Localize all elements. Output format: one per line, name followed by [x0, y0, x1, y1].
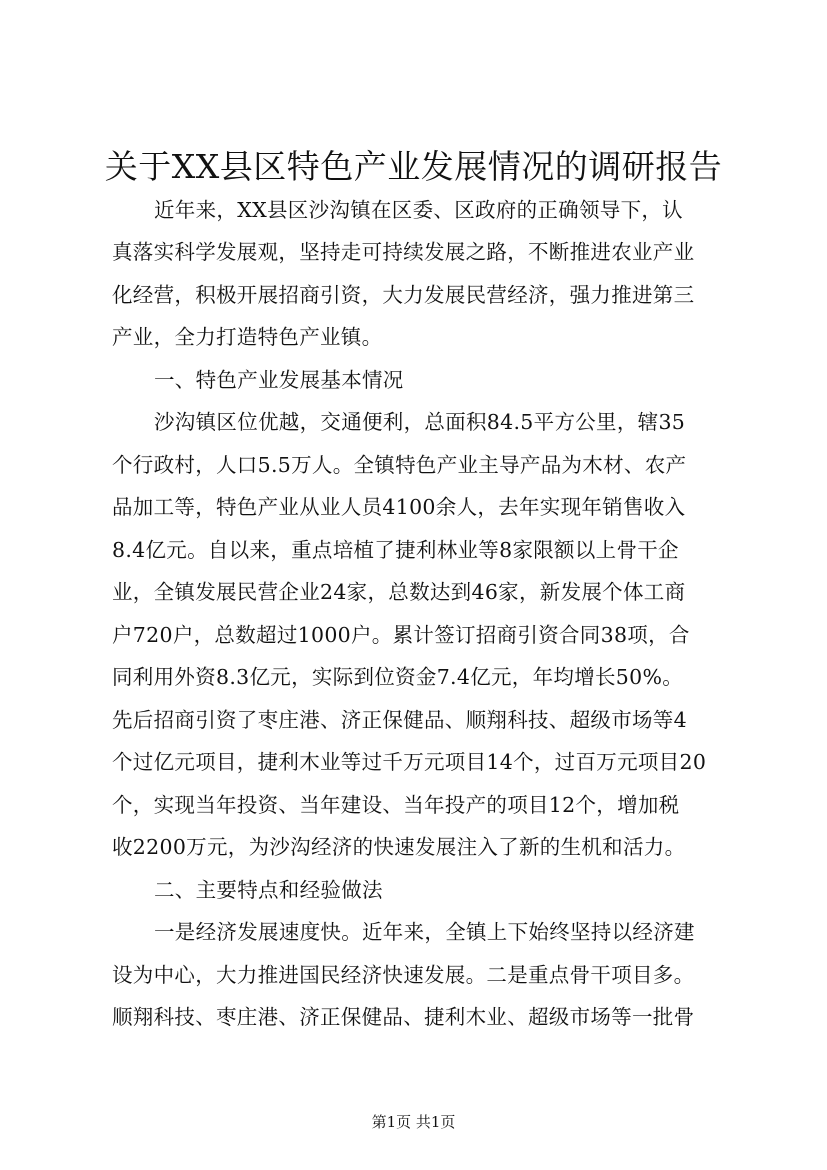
paragraph-line: 真落实科学发展观，坚持走可持续发展之路，不断推进农业产业 — [112, 240, 695, 264]
paragraph-line: 户720户，总数超过1000户。累计签订招商引资合同38项，合 — [112, 623, 690, 647]
document-title: 关于XX县区特色产业发展情况的调研报告 — [104, 147, 723, 186]
paragraph-line: 设为中心，大力推进国民经济快速发展。二是重点骨干项目多。 — [112, 963, 695, 987]
paragraph-line: 个，实现当年投资、当年建设、当年投产的项目12个，增加税 — [112, 793, 680, 817]
paragraph-line: 近年来，XX县区沙沟镇在区委、区政府的正确领导下，认 — [154, 198, 683, 222]
paragraph-line: 一是经济发展速度快。近年来，全镇上下始终坚持以经济建 — [154, 920, 695, 944]
section-heading: 一、特色产业发展基本情况 — [154, 368, 404, 392]
paragraph-line: 8.4亿元。自以来，重点培植了捷利林业等8家限额以上骨干企 — [112, 538, 679, 562]
paragraph-line: 先后招商引资了枣庄港、济正保健品、顺翔科技、超级市场等4 — [112, 708, 687, 732]
section-heading: 二、主要特点和经验做法 — [154, 878, 383, 902]
paragraph-line: 品加工等，特色产业从业人员4100余人，去年实现年销售收入 — [112, 495, 686, 519]
paragraph-line: 个行政村，人口5.5万人。全镇特色产业主导产品为木材、农产 — [112, 453, 687, 477]
paragraph-line: 收2200万元，为沙沟经济的快速发展注入了新的生机和活力。 — [112, 835, 686, 859]
paragraph-line: 化经营，积极开展招商引资，大力发展民营经济，强力推进第三 — [112, 283, 695, 307]
paragraph-line: 沙沟镇区位优越，交通便利，总面积84.5平方公里，辖35 — [154, 410, 686, 434]
paragraph-line: 产业，全力打造特色产业镇。 — [112, 325, 383, 349]
paragraph-line: 顺翔科技、枣庄港、济正保健品、捷利木业、超级市场等一批骨 — [112, 1005, 695, 1029]
page-footer: 第1页 共1页 — [371, 1113, 456, 1131]
paragraph-line: 业，全镇发展民营企业24家，总数达到46家，新发展个体工商 — [112, 580, 686, 604]
paragraph-line: 同利用外资8.3亿元，实际到位资金7.4亿元，年均增长50%。 — [112, 665, 684, 689]
paragraph-line: 个过亿元项目，捷利木业等过千万元项目14个，过百万元项目20 — [112, 750, 707, 774]
